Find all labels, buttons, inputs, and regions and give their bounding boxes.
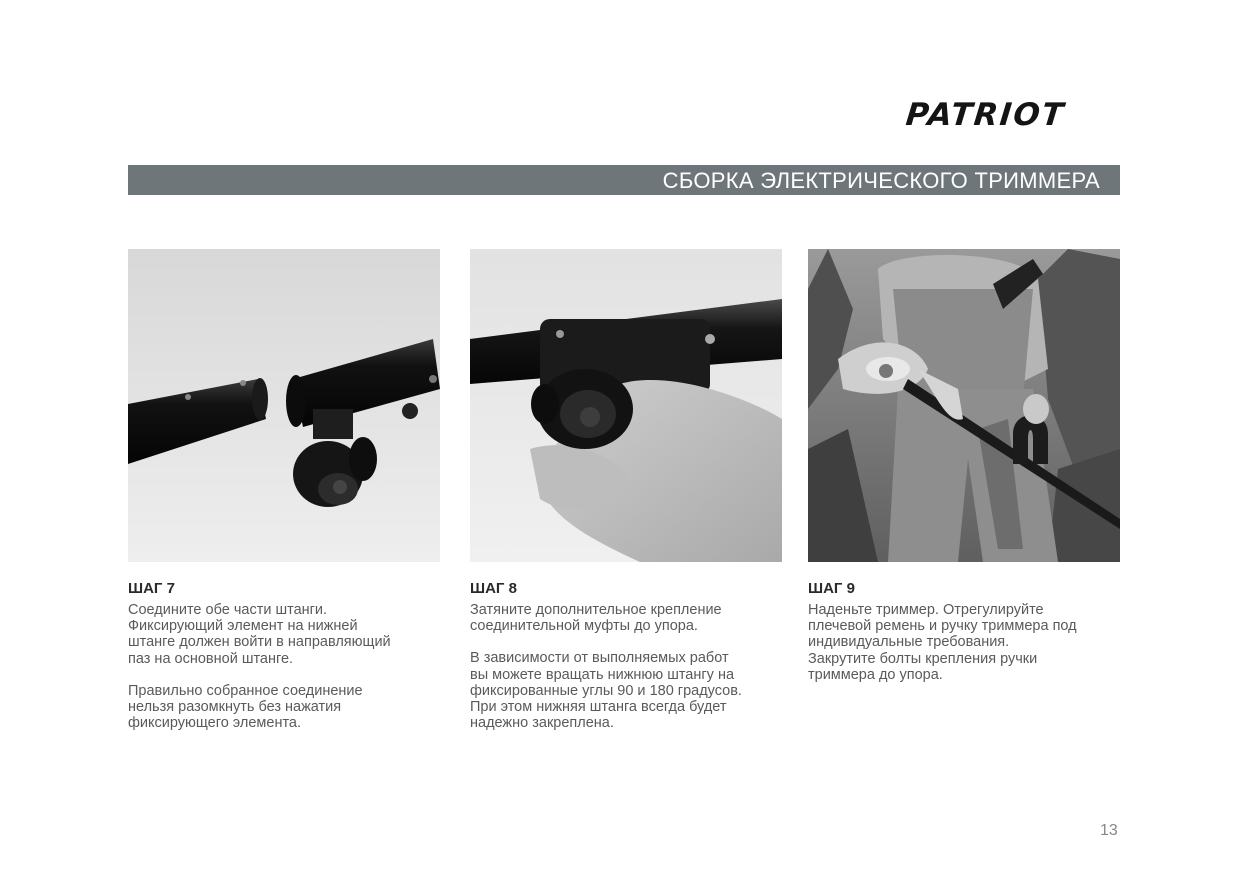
step-9-paragraph-1: Наденьте триммер. Отрегулируйте плечевой ремень и ручку триммера под индивидуальные требования. Закрутите болты крепления ручки триммера до упора.	[808, 602, 1077, 683]
step-8-paragraph-2: В зависимости от выполняемых работ вы можете вращать нижнюю штангу на фиксированные углы 90 и 180 градусов. При этом нижняя штанга всегда будет надежно закреплена.	[470, 650, 742, 732]
page-number: 13	[1100, 822, 1118, 839]
step-9-illustration	[808, 249, 1120, 562]
section-header-bar	[128, 165, 1120, 195]
step-8-paragraph-1: Затяните дополнительное крепление соединительной муфты до упора.	[470, 602, 722, 635]
step-8-illustration	[470, 249, 782, 562]
step-9-title: ШАГ 9	[808, 580, 855, 597]
step-8-photo	[470, 249, 782, 562]
step-7-photo	[128, 249, 440, 562]
section-title: СБОРКА ЭЛЕКТРИЧЕСКОГО ТРИММЕРА	[662, 168, 1100, 193]
step-9-column	[808, 580, 1128, 683]
step-7-column	[128, 580, 448, 731]
patriot-logo: PATRIOT	[904, 97, 1067, 133]
step-8-title: ШАГ 8	[470, 580, 517, 597]
step-7-title: ШАГ 7	[128, 580, 175, 597]
step-7-paragraph-1: Соедините обе части штанги. Фиксирующий элемент на нижней штанге должен войти в направляющий паз на основной штанге.	[128, 602, 391, 667]
step-7-illustration	[128, 249, 440, 562]
step-9-photo	[808, 249, 1120, 562]
step-8-column	[470, 580, 790, 731]
step-7-paragraph-2: Правильно собранное соединение нельзя разомкнуть без нажатия фиксирующего элемента.	[128, 682, 363, 732]
